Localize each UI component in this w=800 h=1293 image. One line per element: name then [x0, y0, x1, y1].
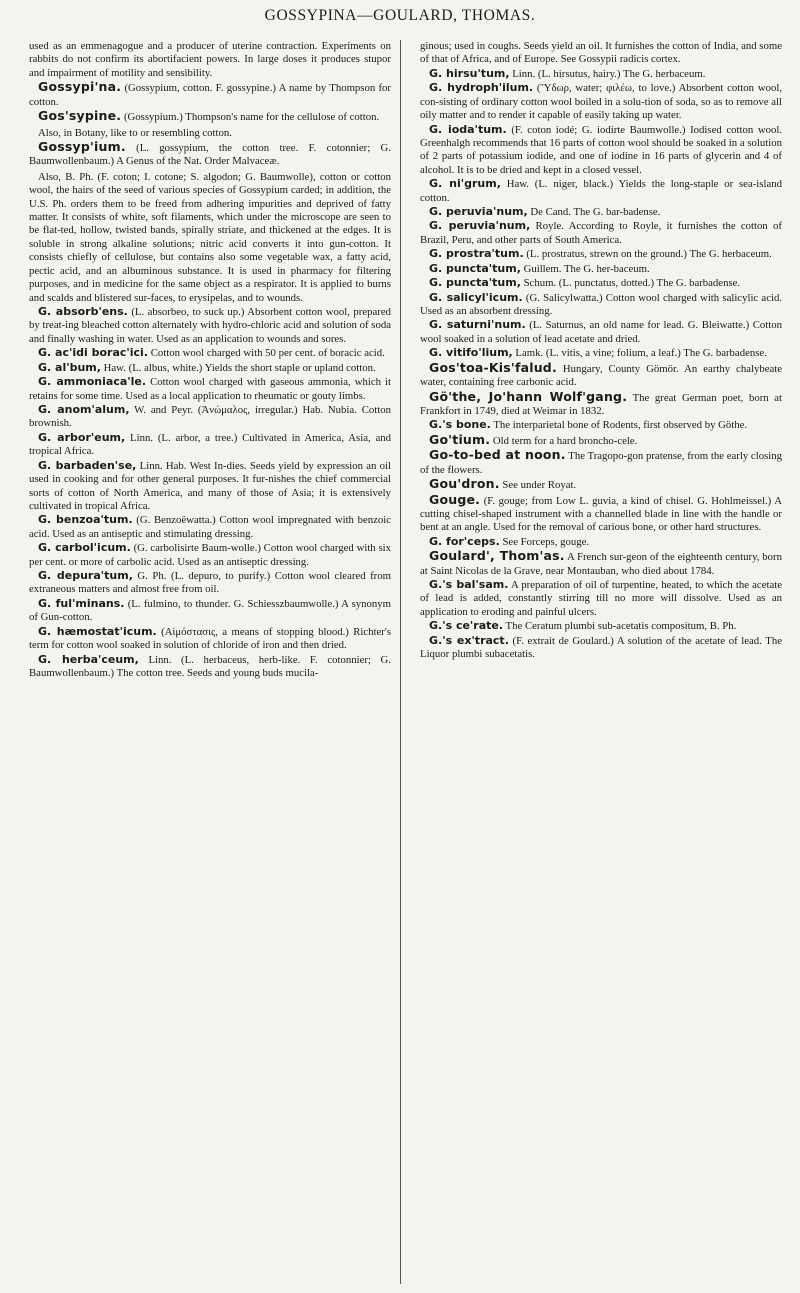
entry-headword: G. for'ceps. [429, 534, 500, 548]
entry-text: Linn. (L. herbaceus, herb-like. F. cotonnier; G. Baumwollenbaum.) The cotton tree. Seeds and young buds mucila- [29, 653, 391, 679]
entry-headword: G. prostra'tum. [429, 247, 524, 261]
entry-text: A French sur-geon of the eighteenth century, born at Saint Nicolas de la Grave, near Montauban, who died about 1784. [420, 551, 782, 577]
entry-text: Linn. (L. hirsutus, hairy.) The G. herbaceum. [512, 67, 706, 80]
entry [29, 80, 391, 109]
entry-headword: G. ammoniaca'le. [38, 375, 147, 389]
entry [29, 625, 391, 653]
entry-text: (L. Saturnus, an old name for lead. G. Bleiwatte.) Cotton wool soaked in a solution of lead acetate and dried. [420, 319, 783, 345]
entry-headword: G. saturni'num. [429, 318, 526, 332]
entry-text: ginous; used in coughs. Seeds yield an oil. It furnishes the cotton of India, and some of that of Africa, and of Europe. See Gossypii radicis cortex. [420, 40, 782, 66]
entry-headword: G. salicyl'icum. [429, 290, 523, 304]
entry-headword: G. ful'minans. [38, 596, 125, 610]
entry-text: The Tragopo-gon pratense, from the early closing of the flowers. [420, 450, 782, 476]
entry-headword: G.'s bone. [429, 418, 491, 432]
entry-text: (G. Salicylwatta.) Cotton wool charged with salicylic acid. Used as an absorbent dressing. [420, 291, 783, 318]
entry-headword: Goulard', Thom'as. [429, 548, 565, 564]
entry [29, 346, 391, 360]
entry [420, 448, 782, 477]
entry [420, 262, 782, 276]
entry-text: (Αἱμόστασις, a means of stopping blood.) Richter's term for cotton wool soaked in solution of chloride of iron and then dried. [29, 625, 392, 652]
entry-text: Hungary, County Gömör. An earthy chalybeate water, containing free carbonic acid. [420, 362, 783, 389]
entry-headword: Gossypi'na. [38, 79, 122, 95]
entry [420, 418, 782, 432]
entry [29, 375, 391, 403]
entry-text: (L. prostratus, strewn on the ground.) The G. herbaceum. [526, 248, 772, 261]
entry [420, 493, 782, 535]
entry [29, 169, 391, 305]
entry [420, 390, 782, 419]
entry [420, 346, 782, 360]
entry [420, 205, 782, 219]
entry-text: Guillem. The G. her-baceum. [523, 262, 650, 275]
entry-text: (L. absorbeo, to suck up.) Absorbent cotton wool, prepared by treat-ing bleached cotton alternately with hydro-chloric acid and solution of soda and finally washing in water. Used as an application to wounds and sores. [29, 306, 392, 345]
entry-text: (F. coton iodé; G. iodirte Baumwolle.) Iodised cotton wool. Greenhalgh recommends that 16 parts of cotton wool should be soaked in a solution of 2 parts of potassium iodide, and one of iodine in 16 parts of glycerin and 4 of alcohol. It is to be dried and kept in a closed vessel. [420, 123, 783, 176]
entry-text: (Gossypium, cotton. F. gossypine.) A name by Thompson for cotton. [29, 82, 391, 108]
entry-headword: G. al'bum, [38, 360, 101, 374]
entry-headword: G. barbaden'se, [38, 458, 137, 472]
entry-headword: G. hydroph'ilum. [429, 81, 534, 95]
entry-headword: G.'s ce'rate. [429, 619, 504, 633]
entry-text: Old term for a hard broncho-cele. [492, 434, 638, 447]
entry-text: (Ὕδωρ, water; φιλέω, to love.) Absorbent cotton wool, con-sisting of ordinary cotton wool boiled in a solu-tion of soda, so as to remove all oily matter and to render it capable of easily taking up water. [420, 82, 783, 122]
entry [420, 477, 782, 492]
entry-headword: G. benzoa'tum. [38, 513, 133, 527]
entry-text: Linn. Hab. West In-dies. Seeds yield by expression an oil used in cooking and for other general purposes. It fur-nishes the chief commercial sorts of cotton of North America, and many of those of Asia; it is extensively cultivated in tropical Africa. [29, 459, 391, 512]
entry-headword: Gos'toa-Kis'falud. [429, 359, 557, 375]
entry-headword: Gouge. [429, 491, 481, 507]
entry [420, 535, 782, 549]
entry-text: De Cand. The G. bar-badense. [530, 206, 661, 219]
entry [420, 634, 782, 662]
entry [420, 177, 782, 205]
entry-headword: G. carbol'icum. [38, 541, 131, 555]
entry [420, 247, 782, 261]
entry-headword: Go'tium. [429, 431, 491, 447]
entry [420, 67, 782, 81]
entry-text: See under Royat. [502, 479, 577, 492]
entry-headword: G.'s bal'sam. [429, 578, 509, 592]
entry-headword: G. depura'tum, [38, 569, 133, 583]
entry [29, 361, 391, 375]
entry [420, 81, 782, 122]
entry-text: Haw. (L. niger, black.) Yields the long-staple or sea-island cotton. [420, 178, 782, 204]
entry-text: See Forceps, gouge. [502, 535, 590, 548]
entry-text: The great German poet, born at Frankfort in 1749, died at Weimar in 1832. [420, 391, 782, 417]
entry-text: The Ceratum plumbi sub-acetatis compositum, B. Ph. [505, 620, 737, 633]
entry-headword: Go-to-bed at noon. [429, 447, 566, 463]
entry [29, 653, 391, 681]
entry [420, 578, 782, 619]
entry-text: Also, in Botany, like to or resembling cotton. [38, 126, 232, 139]
entry [29, 569, 391, 597]
entry-text: Linn. (L. arbor, a tree.) Cultivated in America, Asia, and tropical Africa. [29, 431, 392, 458]
entry-headword: G. ioda'tum. [429, 122, 507, 136]
entry [420, 549, 782, 578]
entry-text: Lamk. (L. vitis, a vine; folium, a leaf.) The G. barbadense. [515, 347, 767, 360]
entry-text: Royle. According to Royle, it furnishes the cotton of Brazil, Peru, and other parts of South America. [420, 220, 782, 246]
entry-text: (F. gouge; from Low L. guvia, a kind of chisel. G. Hohlmeissel.) A cutting chisel-shaped instrument with a channelled blade in line with the handle or bent at an angle. Used for the removal of carious bone, or other hard structures. [420, 494, 783, 534]
entry [420, 123, 782, 178]
entry-headword: Gos'sypine. [38, 108, 122, 124]
entry [29, 541, 391, 569]
entry [29, 38, 391, 80]
entry [29, 140, 391, 169]
entry-text: (Gossypium.) Thompson's name for the cellulose of cotton. [123, 111, 380, 124]
running-header: GOSSYPINA—GOULARD, THOMAS. [264, 7, 536, 24]
entry-headword: G. ac'idi borac'ici. [38, 346, 148, 360]
entry-text: Haw. (L. albus, white.) Yields the short staple or upland cotton. [103, 361, 376, 374]
entry-headword: Gou'dron. [429, 476, 500, 492]
entry [420, 38, 782, 67]
entry-text: W. and Peyr. (Ἀνώμαλος, irregular.) Hab. Nubia. Cotton brownish. [29, 403, 391, 430]
entry-text: (G. carbolisirte Baum-wolle.) Cotton wool charged with six per cent. or more of carbolic acid. Used as an antiseptic dressing. [29, 542, 391, 568]
entry-text: (F. extrait de Goulard.) A solution of the acetate of lead. The Liquor plumbi subacetatis. [420, 634, 782, 661]
entry [420, 291, 782, 319]
entry [420, 433, 782, 448]
entry-text: (G. Benzoëwatta.) Cotton wool impregnated with benzoic acid. Used as an antiseptic and stimulating dressing. [29, 514, 391, 540]
entry-headword: G. hirsu'tum, [429, 66, 510, 80]
entry [420, 619, 782, 633]
entry [29, 597, 391, 625]
entry-headword: Gossyp'ium. [38, 138, 126, 154]
entry [29, 431, 391, 459]
entry [420, 361, 782, 390]
entry-text: used as an emmenagogue and a producer of uterine contraction. Experiments on rabbits do not confirm its abortifacient powers. In large doses it produces stupor and impairment of motility and sensibility. [29, 40, 391, 79]
entry [420, 276, 782, 290]
entry [29, 513, 391, 541]
entry-text: A preparation of oil of turpentine, heated, to which the acetate of lead is added, constantly stirring till no more will dissolve. Used as an application to eroding and painful ulcers. [420, 579, 782, 618]
entry-text: Cotton wool charged with 50 per cent. of boracic acid. [150, 347, 385, 360]
left-column [29, 38, 391, 680]
entry [29, 125, 391, 140]
entry-headword: G. anom'alum, [38, 402, 130, 416]
entry-headword: G. puncta'tum, [429, 276, 521, 290]
entry-text: (L. gossypium, the cotton tree. F. cotonnier; G. Baumwollenbaum.) A Genus of the Nat. Order Malvaceæ. [29, 141, 392, 168]
entry-text: The interparietal bone of Rodents, first observed by Göthe. [493, 419, 748, 432]
entry-text: Also, B. Ph. (F. coton; I. cotone; S. algodon; G. Baumwolle), cotton or cotton wool, the hairs of the seed of various species of Gossypium carded; in addition, the U.S. Ph. orders them to be freed from adhering impurities and deprived of fatty matter. It consists of white, soft filaments, which under the microscope are seen to be flat-ted, hollow, twisted bands, spirally striate, and thickened at the edges. It is soluble in strong alkaline solutions; nitric acid converts it into gun-cotton. It consists chiefly of cellulose, but contains also some vegetable wax, a fatty acid, pectic acid, and an albuminous substance. It is used in pharmacy for filtering purposes, and in medicine for the same object as a respirator. It is applied to burns and scalds and blistered sur-faces, to erysipelas, and to wounds. [29, 170, 391, 304]
entry-headword: Gö'the, Jo'hann Wolf'gang. [429, 388, 628, 404]
entry-headword: G. herba'ceum, [38, 652, 139, 666]
entry [420, 318, 782, 346]
entry-text: Schum. (L. punctatus, dotted.) The G. barbadense. [523, 277, 741, 290]
entry-text: (L. fulmino, to thunder. G. Schiesszbaumwolle.) A synonym of Gun-cotton. [29, 597, 392, 624]
entry-headword: G. hæmostat'icum. [38, 624, 157, 638]
entry [29, 305, 391, 346]
entry-headword: G. absorb'ens. [38, 305, 128, 319]
right-column [420, 38, 782, 662]
entry-headword: G. peruvia'num, [429, 205, 528, 219]
entry [29, 109, 391, 124]
entry [420, 219, 782, 247]
entry [29, 403, 391, 431]
entry [29, 459, 391, 514]
entry-headword: G. arbor'eum, [38, 430, 126, 444]
column-divider [400, 40, 401, 1284]
entry-headword: G. ni'grum, [429, 177, 501, 191]
entry-headword: G. vitifo'lium, [429, 346, 513, 360]
entry-text: G. Ph. (L. depuro, to purify.) Cotton wool cleared from extraneous matters and almost free from oil. [29, 570, 392, 596]
entry-headword: G.'s ex'tract. [429, 633, 509, 647]
entry-headword: G. puncta'tum, [429, 261, 521, 275]
entry-headword: G. peruvia'num, [429, 219, 531, 233]
entry-text: Cotton wool charged with gaseous ammonia, which it retains for some time. Used as a local application to rheumatic or gouty limbs. [29, 376, 392, 402]
